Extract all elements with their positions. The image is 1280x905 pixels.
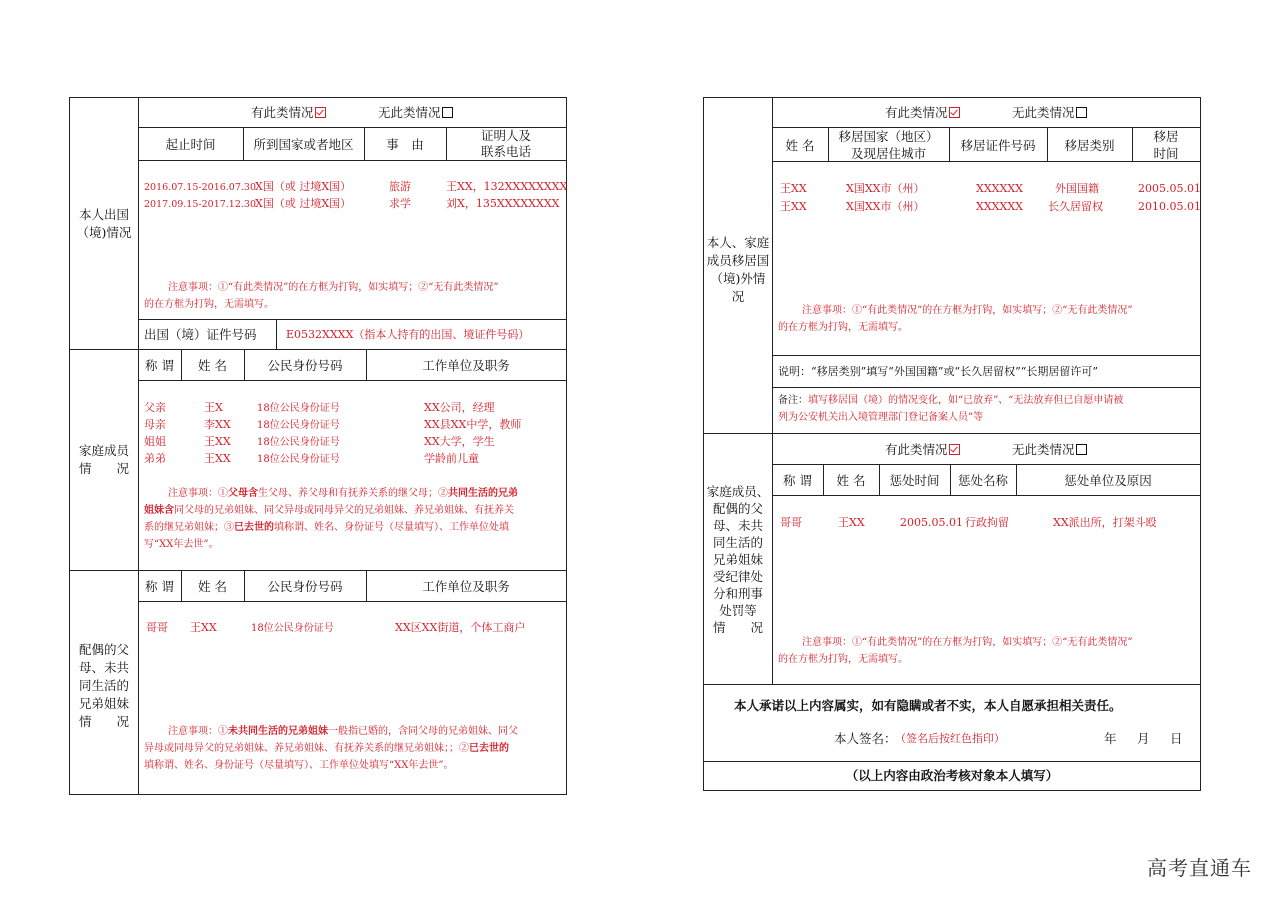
col-header-destination: 所到国家或者地区 bbox=[253, 137, 354, 152]
travel-note-line-1: 注意事项：①“有此类情况”的在方框为打钩，如实填写；②“无有此类情况” bbox=[168, 282, 499, 293]
emig-col-header-name: 姓 名 bbox=[785, 138, 815, 153]
emig-row-1-type: 外国国籍 bbox=[1055, 182, 1099, 195]
family-row-3-id: 18位公民身份证号 bbox=[257, 437, 340, 448]
discipline-label-9: 情 况 bbox=[712, 620, 763, 635]
family-row-2-employer: XX县XX中学，教师 bbox=[424, 418, 522, 431]
date-year: 年 bbox=[1104, 731, 1117, 746]
family-col-header-name: 姓 名 bbox=[198, 358, 227, 373]
pledge-statement: 本人承诺以上内容属实，如有隐瞒或者不实，本人自愿承担相关责任。 bbox=[734, 698, 1122, 713]
family-row-3-relation: 姐姐 bbox=[144, 435, 166, 448]
empty-box-icon[interactable] bbox=[1076, 107, 1087, 118]
family-row-4-id: 18位公民身份证号 bbox=[257, 454, 340, 465]
disc-row-1-unit: XX派出所，打架斗殴 bbox=[1053, 516, 1157, 529]
passport-value: E0532XXXX（指本人持有的出国、境证件号码） bbox=[286, 328, 530, 341]
emig-row-1-name: 王XX bbox=[780, 182, 807, 195]
emig-col-header-type: 移居类别 bbox=[1064, 138, 1115, 153]
emigration-remark-line-1: 备注：填写移居国（境）的情况变化，如“已放弃”、“无法放弃但已自愿申请被 bbox=[778, 395, 1124, 406]
travel-note-line-2: 的在方框为打钩，无需填写。 bbox=[144, 299, 274, 310]
travel-row-1-witness: 王XX，132XXXXXXXX bbox=[446, 180, 568, 193]
disc-col-header-penalty: 惩处名称 bbox=[957, 473, 1008, 488]
discipline-no-case-row[interactable] bbox=[1012, 441, 1087, 458]
family-note-line-1: 注意事项：①父母含生父母、养父母和有抚养关系的继父母；②共同生活的兄弟 bbox=[168, 488, 518, 499]
spouse-col-header-id: 公民身份号码 bbox=[267, 579, 343, 594]
spouse-section-label-3: 同生活的 bbox=[78, 678, 129, 693]
emig-col-header-time-2: 时间 bbox=[1153, 146, 1179, 161]
family-row-1-id: 18位公民身份证号 bbox=[257, 403, 340, 414]
disc-row-1-relation: 哥哥 bbox=[780, 516, 802, 529]
emig-row-2-time: 2010.05.01 bbox=[1138, 200, 1201, 213]
spouse-row-1-relation: 哥哥 bbox=[146, 621, 168, 634]
emig-col-header-city: 及现居住城市 bbox=[850, 146, 926, 161]
family-note-line-2: 姐妹含同父母的兄弟姐妹、同父异母或同母异父的兄弟姐妹、养兄弟姐妹、有抚养关 bbox=[144, 505, 514, 516]
travel-row-2-destination: X国（或 过境X国） bbox=[255, 197, 352, 210]
family-row-2-relation: 母亲 bbox=[144, 418, 166, 431]
spouse-section-label-4: 兄弟姐妹 bbox=[78, 696, 129, 711]
family-row-1-name: 王X bbox=[204, 401, 223, 414]
no-case-checkbox-row[interactable] bbox=[378, 104, 453, 121]
emigration-section-label-2: 成员移居国 bbox=[706, 253, 770, 268]
family-row-4-employer: 学龄前儿童 bbox=[424, 452, 479, 465]
passport-label: 出国（境）证件号码 bbox=[144, 327, 257, 342]
discipline-label-4: 同生活的 bbox=[712, 535, 763, 550]
travel-row-1-reason: 旅游 bbox=[389, 180, 411, 193]
spouse-section-label-5: 情 况 bbox=[78, 714, 129, 729]
empty-box-icon[interactable] bbox=[442, 107, 453, 118]
spouse-col-header-employer: 工作单位及职务 bbox=[422, 579, 510, 594]
family-row-2-name: 李XX bbox=[204, 418, 231, 431]
family-col-header-id: 公民身份号码 bbox=[267, 358, 343, 373]
empty-box-icon[interactable] bbox=[1076, 444, 1087, 455]
family-col-header-relation: 称 谓 bbox=[145, 358, 174, 373]
has-case-label: 有此类情况 bbox=[885, 105, 948, 120]
emigration-note-line-2: 的在方框为打钩，无需填写。 bbox=[778, 322, 908, 333]
family-section-label-2: 情 况 bbox=[78, 461, 129, 476]
emig-col-header-country: 移居国家（地区） bbox=[838, 129, 939, 144]
no-case-label: 无此类情况 bbox=[1012, 442, 1075, 457]
col-header-witness: 证明人及 bbox=[480, 128, 531, 143]
emigration-no-case-row[interactable] bbox=[1012, 104, 1087, 121]
has-case-checkbox-row[interactable] bbox=[251, 104, 326, 121]
emigration-note-line-1: 注意事项：①“有此类情况”的在方框为打钩，如实填写；②“无有此类情况” bbox=[802, 305, 1133, 316]
col-header-contact: 联系电话 bbox=[480, 144, 531, 159]
discipline-label-3: 母、未共 bbox=[712, 518, 763, 533]
disc-col-header-relation: 称 谓 bbox=[783, 473, 812, 488]
family-col-header-employer: 工作单位及职务 bbox=[422, 358, 510, 373]
travel-section-label: 本人出国（境)情况 bbox=[76, 207, 132, 240]
signature-field[interactable]: （签名后按红色指印） bbox=[895, 732, 1005, 745]
travel-row-1-destination: X国（或 过境X国） bbox=[255, 180, 352, 193]
emigration-explain: 说明：“移居类别”填写“外国国籍”或“长久居留权”“长期居留许可” bbox=[778, 365, 1098, 378]
disc-col-header-unit: 惩处单位及原因 bbox=[1064, 473, 1152, 488]
family-row-3-employer: XX大学，学生 bbox=[424, 435, 495, 448]
spouse-note-line-1: 注意事项：①未共同生活的兄弟姐妹一般指已婚的，含同父母的兄弟姐妹、同父 bbox=[168, 726, 518, 737]
emig-row-2-doc-no: XXXXXX bbox=[976, 200, 1023, 213]
checked-box-icon[interactable] bbox=[315, 107, 326, 118]
signature-label: 本人签名： bbox=[834, 731, 897, 746]
has-case-label: 有此类情况 bbox=[885, 442, 948, 457]
discipline-label-8: 处罚等 bbox=[719, 603, 757, 618]
emig-row-1-country: X国XX市（州） bbox=[846, 182, 925, 195]
has-case-label: 有此类情况 bbox=[251, 105, 314, 120]
discipline-label-1: 家庭成员、 bbox=[706, 484, 770, 499]
disc-row-1-name: 王XX bbox=[838, 516, 865, 529]
family-note-line-3: 系的继兄弟姐妹；③已去世的填称谓、姓名、身份证号（尽量填写）、工作单位处填 bbox=[144, 522, 509, 533]
checked-box-icon[interactable] bbox=[949, 444, 960, 455]
disc-row-1-penalty: 行政拘留 bbox=[965, 516, 1009, 529]
discipline-label-6: 受纪律处 bbox=[712, 569, 763, 584]
emig-row-2-type: 长久居留权 bbox=[1048, 200, 1103, 213]
discipline-note-line-2: 的在方框为打钩，无需填写。 bbox=[778, 654, 908, 665]
spouse-note-line-2: 异母或同母异父的兄弟姐妹、养兄弟姐妹、有抚养关系的继兄弟姐妹；；②已去世的 bbox=[144, 743, 509, 754]
col-header-period: 起止时间 bbox=[165, 137, 216, 152]
family-row-2-id: 18位公民身份证号 bbox=[257, 420, 340, 431]
discipline-note-line-1: 注意事项：①“有此类情况”的在方框为打钩，如实填写；②“无有此类情况” bbox=[802, 637, 1133, 648]
family-row-1-employer: XX公司，经理 bbox=[424, 401, 495, 414]
remark-label: 备注： bbox=[778, 395, 808, 406]
spouse-row-1-name: 王XX bbox=[190, 621, 217, 634]
disc-row-1-time: 2005.05.01 bbox=[900, 516, 963, 529]
emigration-has-case-row[interactable] bbox=[885, 104, 960, 121]
discipline-label-7: 分和刑事 bbox=[712, 586, 763, 601]
right-form-page bbox=[703, 97, 1201, 791]
col-header-reason: 事 由 bbox=[386, 137, 424, 152]
left-form-page bbox=[69, 97, 567, 795]
emig-row-1-doc-no: XXXXXX bbox=[976, 182, 1023, 195]
family-row-4-name: 王XX bbox=[204, 452, 231, 465]
emig-row-2-name: 王XX bbox=[780, 200, 807, 213]
emig-col-header-time-1: 移居 bbox=[1153, 129, 1179, 144]
emig-col-header-doc-no: 移居证件号码 bbox=[960, 138, 1036, 153]
spouse-row-1-employer: XX区XX街道，个体工商户 bbox=[395, 621, 526, 634]
discipline-label-5: 兄弟姐妹 bbox=[712, 552, 763, 567]
emigration-remark-line-2: 列为公安机关出入境管理部门登记备案人员”等 bbox=[778, 412, 984, 423]
date-day: 日 bbox=[1170, 731, 1183, 746]
spouse-section-label-1: 配偶的父 bbox=[78, 642, 129, 657]
discipline-label-2: 配偶的父 bbox=[712, 501, 763, 516]
family-row-3-name: 王XX bbox=[204, 435, 231, 448]
travel-row-2-witness: 刘X，135XXXXXXXX bbox=[446, 197, 560, 210]
travel-row-1-period: 2016.07.15-2016.07.30 bbox=[144, 182, 256, 193]
form-footer-note: （以上内容由政治考核对象本人填写） bbox=[845, 768, 1059, 783]
family-note-line-4: 写“XX年去世”。 bbox=[144, 539, 219, 550]
emig-row-1-time: 2005.05.01 bbox=[1138, 182, 1201, 195]
family-section-label-1: 家庭成员 bbox=[78, 443, 129, 458]
spouse-note-line-3: 填称谓、姓名、身份证号（尽量填写）、工作单位处填写“XX年去世”。 bbox=[144, 760, 454, 771]
emigration-section-label-1: 本人、家庭 bbox=[706, 235, 770, 250]
checked-box-icon[interactable] bbox=[949, 107, 960, 118]
no-case-label: 无此类情况 bbox=[378, 105, 441, 120]
family-row-4-relation: 弟弟 bbox=[144, 452, 166, 465]
discipline-has-case-row[interactable] bbox=[885, 441, 960, 458]
travel-row-2-period: 2017.09.15-2017.12.30 bbox=[144, 199, 256, 210]
spouse-row-1-id: 18位公民身份证号 bbox=[251, 623, 334, 634]
emig-row-2-country: X国XX市（州） bbox=[846, 200, 925, 213]
emigration-section-label-3: （境)外情 bbox=[710, 271, 766, 286]
disc-col-header-time: 惩处时间 bbox=[889, 473, 940, 488]
emigration-section-label-4: 况 bbox=[731, 289, 745, 304]
spouse-col-header-relation: 称 谓 bbox=[145, 579, 174, 594]
disc-col-header-name: 姓 名 bbox=[836, 473, 866, 488]
watermark-logo-text: 高考直通车 bbox=[1147, 856, 1252, 880]
family-row-1-relation: 父亲 bbox=[144, 401, 166, 414]
no-case-label: 无此类情况 bbox=[1012, 105, 1075, 120]
date-month: 月 bbox=[1137, 731, 1150, 746]
spouse-col-header-name: 姓 名 bbox=[198, 579, 227, 594]
travel-row-2-reason: 求学 bbox=[389, 197, 411, 210]
spouse-section-label-2: 母、未共 bbox=[78, 660, 129, 675]
